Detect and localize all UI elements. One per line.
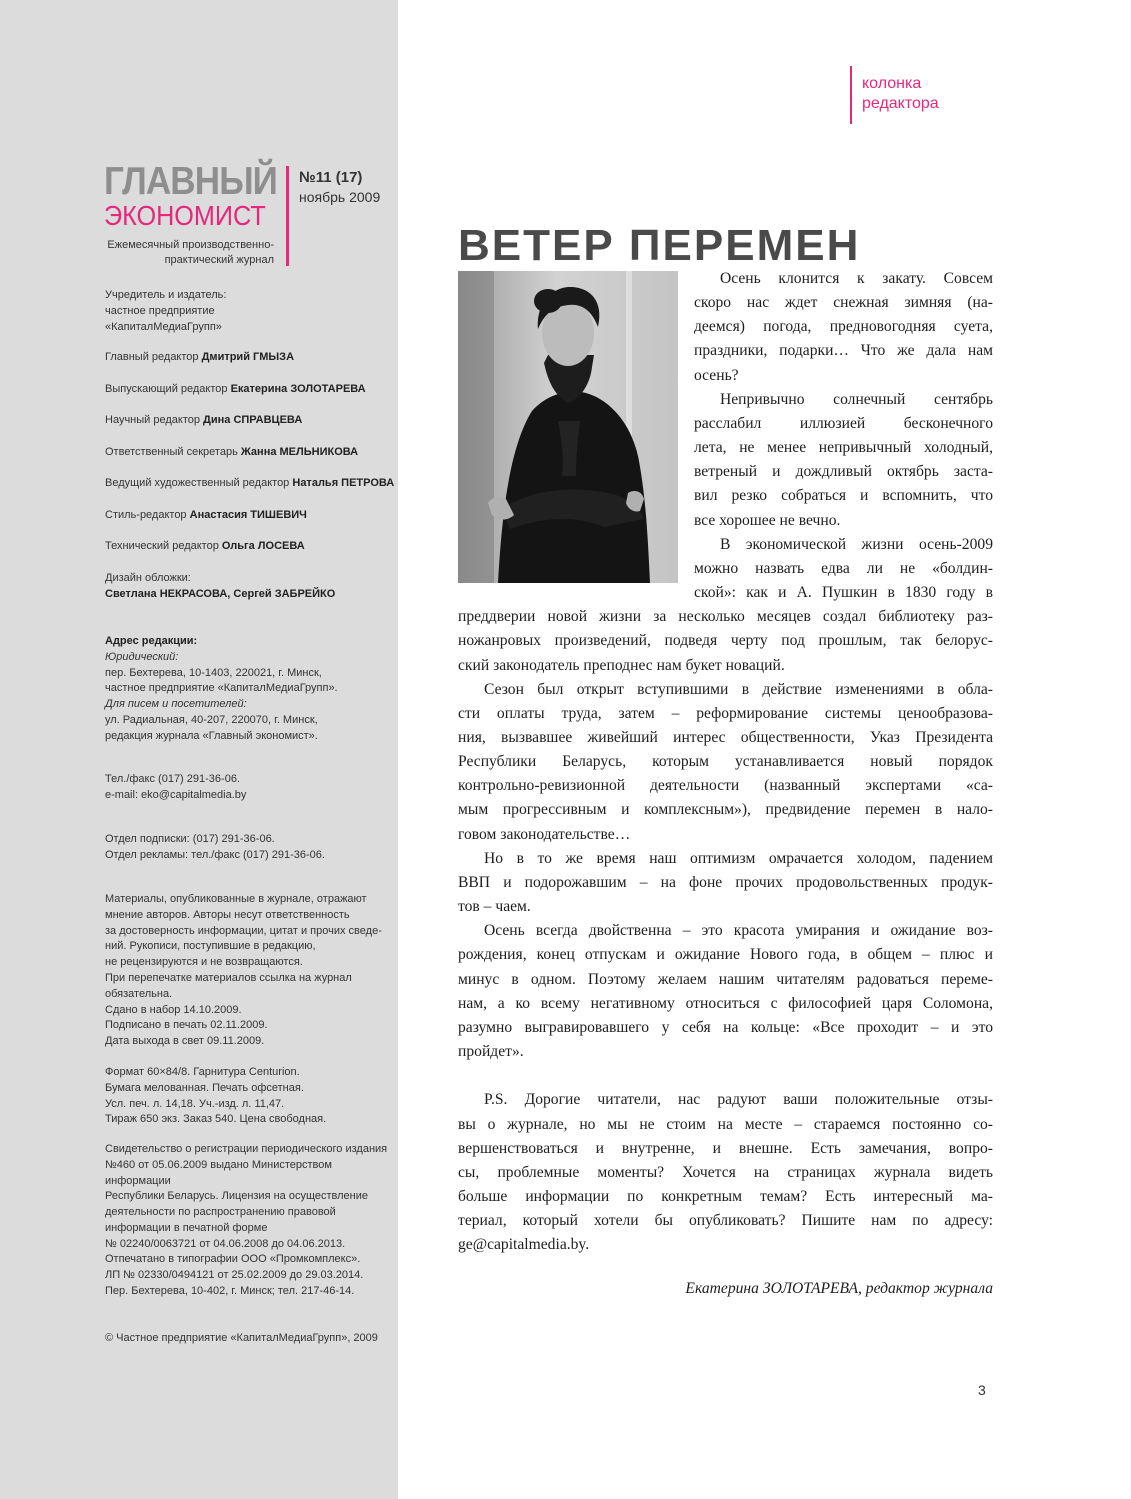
- article-paragraph: разумно выгравировавшего у себя на кольце: «Все проходит – и это: [458, 1019, 993, 1036]
- article-paragraph: лета, не менее непривычный холодный,: [694, 439, 993, 456]
- article-paragraph: ния, вызвавшее живейший интерес общественности, Указ Президента: [458, 729, 993, 746]
- editor-portrait-photo: [458, 271, 678, 583]
- disclaimer-line: Сдано в набор 14.10.2009.: [105, 1003, 242, 1016]
- article-paragraph: говом законодательстве…: [458, 826, 631, 843]
- tagline-line: практический журнал: [164, 254, 274, 266]
- article-paragraph: ножанровых произведений, подведя черту под прошлым, так белорус-: [458, 632, 993, 649]
- article-paragraph: нам, а ко всему негативному относиться с философией царя Соломона,: [458, 995, 993, 1012]
- postscript-paragraph: вы о журнале, но мы не стоим на месте – стараемся постоянно со-: [458, 1116, 993, 1133]
- advertising-dept: Отдел рекламы: тел./факс (017) 291-36-06.: [105, 848, 325, 861]
- disclaimer-line: Подписано в печать 02.11.2009.: [105, 1019, 268, 1032]
- staff-role: Ведущий художественный редактор: [105, 477, 290, 489]
- article-paragraph: В экономической жизни осень-2009: [720, 536, 993, 553]
- article-paragraph: вил резко собраться и вспомнить, что: [694, 487, 993, 504]
- staff-name: Екатерина ЗОЛОТАРЕВА: [230, 383, 366, 395]
- staff-entry: [105, 382, 395, 398]
- registration-line: деятельности по распространению правовой: [105, 1206, 336, 1219]
- staff-role: Технический редактор: [105, 540, 219, 552]
- registration-line: Республики Беларусь. Лицензия на осуществление: [105, 1190, 369, 1203]
- disclaimer-line: мнение авторов. Авторы несут ответственность: [105, 908, 350, 921]
- postscript-paragraph: больше информации по конкретным темам? Есть интересный ма-: [458, 1188, 993, 1205]
- article-paragraph: можно назвать едва ли не «болдин-: [694, 560, 993, 577]
- article-paragraph: все хорошее не вечно.: [694, 512, 841, 529]
- postscript-paragraph: P.S. Дорогие читатели, нас радуют ваши положительные отзы-: [484, 1091, 993, 1108]
- visitors-address-label: Для писем и посетителей:: [105, 698, 247, 711]
- postscript-paragraph: [458, 1233, 993, 1257]
- article-paragraph: скоро нас ждет снежная зимняя (на-: [694, 294, 993, 311]
- section-label-line: редактора: [862, 95, 939, 112]
- article-paragraph: Сезон был открыт вступившими в действие изменениями в обла-: [484, 681, 993, 698]
- staff-entry: [105, 445, 395, 461]
- registration-line: №460 от 05.06.2009 выдано Министерством информации: [105, 1158, 332, 1187]
- format-block: [105, 1065, 395, 1128]
- article-paragraph: Республики Беларусь, которым устанавливается новый порядок: [458, 753, 993, 770]
- cover-design-block: [105, 571, 395, 603]
- masthead-divider: [286, 166, 289, 266]
- tagline-line: Ежемесячный производственно-: [107, 239, 274, 251]
- format-line: Усл. печ. л. 14,18. Уч.-изд. л. 11,47.: [105, 1097, 285, 1110]
- legal-address-line: пер. Бехтерева, 10-1403, 220021, г. Минск,: [105, 666, 322, 679]
- article-paragraph: праздники, подарки… Что же дала нам: [694, 342, 993, 359]
- article-paragraph: ВВП и подорожавшим – на фоне прочих продовольственных продук-: [458, 874, 993, 891]
- disclaimer-line: При перепечатке материалов ссылка на журнал: [105, 971, 352, 984]
- article-paragraph: Осень всегда двойственна – это красота умирания и ожидание воз-: [484, 922, 993, 939]
- staff-name: Жанна МЕЛЬНИКОВА: [240, 446, 359, 458]
- author-signature: Екатерина ЗОЛОТАРЕВА, редактор журнала: [685, 1280, 993, 1297]
- article-paragraph: Непривычно солнечный сентябрь: [720, 391, 993, 408]
- staff-entry: [105, 413, 395, 429]
- disclaimer-line: за достоверность информации, цитат и прочих сведе-: [105, 924, 382, 937]
- article-paragraph: контрольно-ревизионной деятельности (названный экспертами «са-: [458, 777, 993, 794]
- article-paragraph: мым прогрессивным и комплексным»), предвидение перемен в нало-: [458, 801, 993, 818]
- staff-name: Наталья ПЕТРОВА: [292, 477, 395, 489]
- article-paragraph: сти оплаты труда, затем – реформирование системы ценообразова-: [458, 705, 993, 722]
- format-line: Формат 60×84/8. Гарнитура Centurion.: [105, 1066, 300, 1078]
- founder-block: [105, 288, 395, 335]
- disclaimer-line: не рецензируются и не возвращаются.: [105, 956, 303, 969]
- section-label: [850, 66, 1050, 124]
- article-paragraph: рождения, конец отпускам и ожидание Нового года, в общем – плюс и: [458, 946, 993, 963]
- contact-email[interactable]: ge@capitalmedia.by.: [458, 1236, 590, 1253]
- staff-entry: [105, 539, 395, 555]
- visitors-address-line: редакция журнала «Главный экономист».: [105, 729, 318, 742]
- printing-line: Отпечатано в типографии ООО «Промкомплекс».: [105, 1253, 361, 1265]
- founder-line: частное предприятие: [105, 304, 215, 317]
- magazine-logo-line2: ЭКОНОМИСТ: [104, 200, 266, 231]
- postscript-paragraph: териал, который хотели бы опубликовать? Пишите нам по адресу:: [458, 1212, 993, 1229]
- magazine-masthead: [104, 160, 389, 270]
- address-block: [105, 634, 395, 745]
- issue-number: №11 (17): [299, 169, 363, 186]
- disclaimer-line: ний. Рукописи, поступившие в редакцию,: [105, 940, 316, 953]
- section-label-line: колонка: [862, 75, 922, 92]
- staff-entry: [105, 350, 395, 366]
- visitors-address-line: ул. Радиальная, 40-207, 220070, г. Минск,: [105, 713, 318, 726]
- section-label-text: [862, 74, 939, 114]
- disclaimer-line: Материалы, опубликованные в журнале, отражают: [105, 893, 367, 905]
- article-paragraph: ский законодатель преподнес нам букет новаций.: [458, 657, 785, 674]
- postscript-paragraph: сы, проблемные моменты? Хочется на страницах журнала видеть: [458, 1164, 993, 1181]
- copyright: © Частное предприятие «КапиталМедиаГрупп», 2009: [105, 1332, 378, 1344]
- format-line: Бумага мелованная. Печать офсетная.: [105, 1081, 304, 1094]
- cover-design-label: Дизайн обложки:: [105, 572, 191, 584]
- legal-address-line: частное предприятие «КапиталМедиаГрупп».: [105, 682, 338, 695]
- magazine-tagline: [104, 238, 274, 268]
- printing-line: Пер. Бехтерева, 10-402, г. Минск; тел. 217-46-14.: [105, 1284, 355, 1297]
- legal-address-label: Юридический:: [105, 650, 179, 663]
- phone-fax: Тел./факс (017) 291-36-06.: [105, 773, 240, 785]
- staff-role: Главный редактор: [105, 351, 199, 363]
- staff-role: Стиль-редактор: [105, 509, 187, 521]
- registration-block: [105, 1142, 395, 1253]
- article-paragraph: ветреный и дождливый октябрь заста-: [694, 463, 993, 480]
- article-paragraph: Осень клонится к закату. Совсем: [720, 270, 993, 287]
- staff-role: Выпускающий редактор: [105, 383, 228, 395]
- printing-block: [105, 1252, 395, 1299]
- cover-design-names: Светлана НЕКРАСОВА, Сергей ЗАБРЕЙКО: [105, 587, 336, 600]
- staff-entry: [105, 508, 395, 524]
- page-number: 3: [978, 1382, 986, 1398]
- registration-line: информации в печатной форме: [105, 1221, 268, 1234]
- editorial-email: e-mail: eko@capitalmedia.by: [105, 788, 247, 801]
- article-title: ВЕТЕР ПЕРЕМЕН: [458, 221, 861, 271]
- staff-entry: [105, 476, 395, 492]
- staff-name: Ольга ЛОСЕВА: [221, 540, 305, 552]
- article-paragraph: пройдет».: [458, 1043, 524, 1060]
- departments-block: [105, 832, 395, 864]
- founder-line: «КапиталМедиаГрупп»: [105, 320, 222, 333]
- format-line: Тираж 650 экз. Заказ 540. Цена свободная.: [105, 1113, 327, 1126]
- article-paragraph: деемся) погода, предновогодняя суета,: [694, 318, 993, 335]
- issue-date: ноябрь 2009: [299, 189, 381, 205]
- disclaimer-block: [105, 892, 395, 1050]
- article-paragraph: осень?: [694, 367, 739, 384]
- registration-line: № 02240/0063721 от 04.06.2008 до 04.06.2013.: [105, 1237, 346, 1250]
- article-paragraph: Но в то же время наш оптимизм омрачается холодом, падением: [484, 850, 993, 867]
- disclaimer-line: обязательна.: [105, 987, 173, 1000]
- disclaimer-line: Дата выхода в свет 09.11.2009.: [105, 1035, 265, 1048]
- staff-name: Дина СПРАВЦЕВА: [203, 414, 303, 426]
- printing-line: ЛП № 02330/0494121 от 25.02.2009 до 29.03.2014.: [105, 1268, 364, 1281]
- founder-line: Учредитель и издатель:: [105, 289, 227, 301]
- staff-name: Анастасия ТИШЕВИЧ: [189, 509, 307, 521]
- section-label-rule: [850, 66, 852, 124]
- article-paragraph: расслабил иллюзией бесконечного: [694, 415, 993, 432]
- registration-line: Свидетельство о регистрации периодического издания: [105, 1143, 388, 1155]
- subscription-dept: Отдел подписки: (017) 291-36-06.: [105, 833, 275, 845]
- postscript-paragraph: вершенствоваться и внутренне, и внешне. Есть замечания, вопро-: [458, 1140, 993, 1157]
- article-paragraph: минус в одном. Поэтому желаем нашим читателям радоваться переме-: [458, 971, 993, 988]
- address-heading: Адрес редакции:: [105, 635, 198, 647]
- contacts-block: [105, 772, 395, 804]
- staff-role: Научный редактор: [105, 414, 200, 426]
- staff-role: Ответственный секретарь: [105, 446, 238, 458]
- article-paragraph: тов – чаем.: [458, 898, 531, 915]
- article-paragraph: ской»: как и А. Пушкин в 1830 году в: [694, 584, 993, 601]
- staff-name: Дмитрий ГМЫЗА: [201, 351, 295, 363]
- article-paragraph: преддверии новой жизни за несколько месяцев создал библиотеку раз-: [458, 608, 993, 625]
- magazine-logo-line1: ГЛАВНЫЙ: [104, 160, 277, 203]
